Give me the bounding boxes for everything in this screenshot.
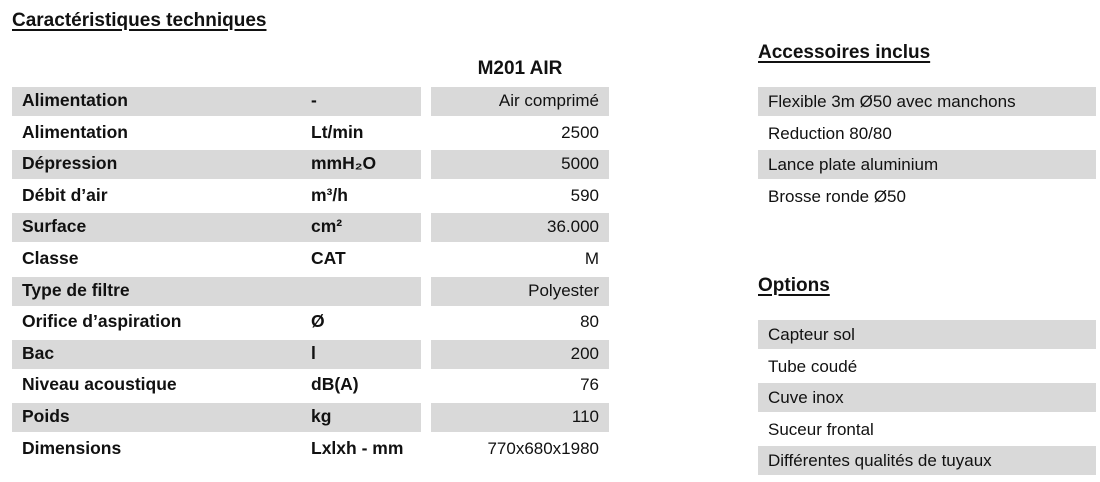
option-item: Différentes qualités de tuyaux <box>768 451 992 471</box>
spec-label: Débit d’air <box>22 184 108 205</box>
spec-unit: Ø <box>311 311 325 332</box>
spec-row <box>12 371 609 403</box>
spec-row <box>12 245 609 277</box>
spec-row <box>12 403 609 435</box>
list-item <box>758 150 1096 182</box>
spec-value: 5000 <box>561 154 599 174</box>
spec-label: Niveau acoustique <box>22 374 177 395</box>
spec-value: 80 <box>580 312 599 332</box>
spec-value: 36.000 <box>547 217 599 237</box>
spec-unit: CAT <box>311 247 346 268</box>
spec-unit: l <box>311 342 316 363</box>
list-item <box>758 87 1096 119</box>
spec-row <box>12 87 609 119</box>
spec-unit: dB(A) <box>311 374 359 395</box>
spec-label: Dépression <box>22 153 118 174</box>
option-item: Cuve inox <box>768 388 844 408</box>
spec-label: Classe <box>22 247 79 268</box>
spec-unit: kg <box>311 405 332 426</box>
options-list <box>758 320 1096 478</box>
spec-label: Dimensions <box>22 437 122 458</box>
spec-value: 590 <box>570 185 599 205</box>
spec-label: Bac <box>22 342 55 363</box>
accessory-item: Flexible 3m Ø50 avec manchons <box>768 92 1016 111</box>
spec-value: 76 <box>580 375 599 395</box>
accessories-title: Accessoires inclus <box>758 42 931 63</box>
spec-row <box>12 119 609 151</box>
spec-row <box>12 277 609 309</box>
list-item <box>758 446 1096 478</box>
options-title: Options <box>758 275 830 296</box>
spec-label: Type de filtre <box>22 279 130 300</box>
spec-label: Surface <box>22 216 87 237</box>
accessory-item: Lance plate aluminium <box>768 155 939 175</box>
spec-value: 110 <box>571 406 599 426</box>
model-header: M201 AIR <box>477 58 563 79</box>
spec-unit: m³/h <box>311 184 348 205</box>
spec-row <box>12 213 609 245</box>
list-item <box>758 383 1096 415</box>
spec-value: 200 <box>570 343 599 363</box>
spec-value: Air comprimé <box>498 91 599 110</box>
spec-row <box>12 435 609 467</box>
spec-label: Poids <box>22 405 70 426</box>
spec-label: Orifice d’aspiration <box>22 311 182 332</box>
spec-value: M <box>584 248 599 268</box>
accessory-item: Brosse ronde Ø50 <box>768 186 906 206</box>
spec-table <box>12 87 609 466</box>
spec-unit: Lt/min <box>311 121 364 142</box>
spec-value: 2500 <box>561 122 599 142</box>
spec-unit: cm² <box>311 216 343 237</box>
spec-label: Alimentation <box>22 90 128 110</box>
spec-unit: mmH₂O <box>311 153 377 174</box>
spec-value: Polyester <box>528 280 599 300</box>
spec-row <box>12 182 609 214</box>
spec-unit: Lxlxh - mm <box>311 437 404 458</box>
spec-value: 770x680x1980 <box>487 438 599 458</box>
list-item <box>758 320 1096 352</box>
spec-row <box>12 150 609 182</box>
option-item: Suceur frontal <box>768 419 874 439</box>
list-item <box>758 119 1096 151</box>
option-item: Capteur sol <box>768 325 855 344</box>
accessory-item: Reduction 80/80 <box>768 123 892 143</box>
option-item: Tube coudé <box>768 356 858 376</box>
list-item <box>758 182 1096 214</box>
spec-label: Alimentation <box>22 121 128 142</box>
accessories-list <box>758 87 1096 213</box>
spec-row <box>12 308 609 340</box>
spec-row <box>12 340 609 372</box>
list-item <box>758 415 1096 447</box>
page-title: Caractéristiques techniques <box>12 10 267 31</box>
list-item <box>758 352 1096 384</box>
spec-unit: - <box>311 90 317 110</box>
